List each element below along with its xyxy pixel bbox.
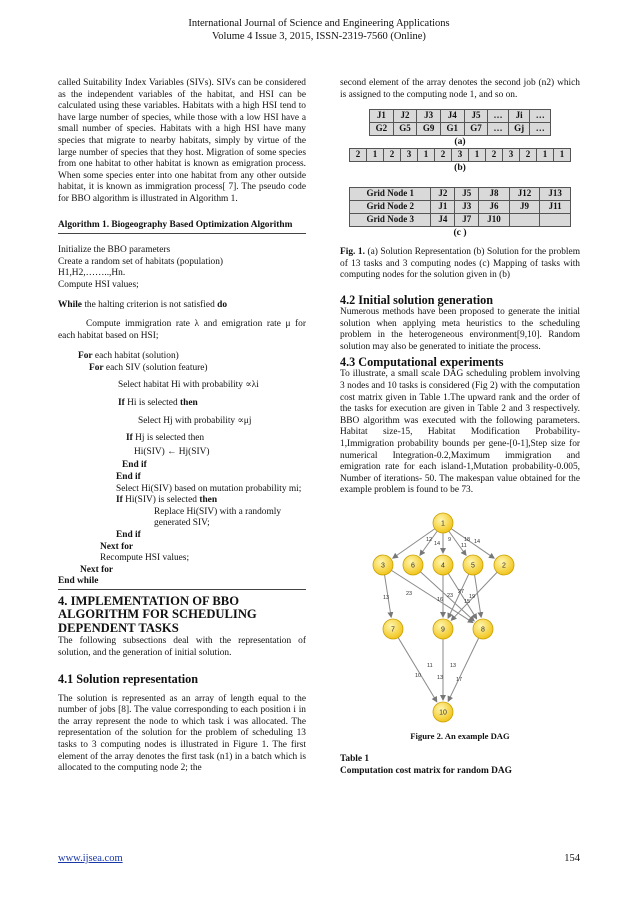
dag-edge-weight: 15 bbox=[464, 598, 471, 605]
table-b-label: (b) bbox=[454, 162, 466, 174]
page-number: 154 bbox=[564, 853, 580, 864]
dag-edge-weight: 23 bbox=[447, 592, 454, 599]
dag-edge-weight: 14 bbox=[434, 540, 441, 547]
table-cell: J13 bbox=[540, 188, 571, 201]
dag-node-label: 9 bbox=[441, 626, 445, 634]
table-cell: J12 bbox=[509, 188, 540, 201]
dag-node-label: 5 bbox=[471, 562, 475, 570]
dag-edge-weight: 12 bbox=[426, 536, 433, 543]
table-cell: G7 bbox=[464, 123, 488, 136]
dag-node-label: 6 bbox=[411, 562, 415, 570]
table-cell: 3 bbox=[452, 149, 469, 162]
table-cell: J9 bbox=[509, 201, 540, 214]
dag-edge-weight: 17 bbox=[456, 676, 463, 683]
section-4-2-text: Numerous methods have been proposed to generate the initial solution when applying meta heuristics to the scheduling problem in the heterogeneous environment[9,10]. Random solution may also be generated to initiate the process. bbox=[340, 306, 580, 352]
algo-keyword: do bbox=[217, 299, 228, 310]
algo-keyword: then bbox=[179, 398, 198, 409]
algo-line: End while bbox=[58, 576, 99, 587]
dag-node-label: 7 bbox=[391, 626, 395, 634]
algo-keyword: If bbox=[118, 398, 125, 409]
algo-line: Next for bbox=[100, 541, 134, 552]
table-cell: J1 bbox=[431, 201, 455, 214]
dag-node bbox=[433, 555, 453, 575]
table-cell: 2 bbox=[520, 149, 537, 162]
algo-text: each SIV (solution feature) bbox=[105, 362, 208, 373]
section-4-1-title: 4.1 Solution representation bbox=[58, 671, 199, 686]
table-cell: 1 bbox=[469, 149, 486, 162]
dag-node-label: 10 bbox=[439, 709, 447, 717]
dag-edge-weight: 18 bbox=[464, 536, 471, 543]
figure-1-caption bbox=[340, 247, 580, 282]
dag-edge-weight: 10 bbox=[415, 672, 422, 679]
table-cell: G2 bbox=[370, 123, 394, 136]
journal-link[interactable]: www.ijsea.com bbox=[58, 853, 123, 864]
table-cell: 2 bbox=[384, 149, 401, 162]
example-dag-diagram bbox=[368, 507, 518, 727]
dag-edge-weight: 11 bbox=[427, 662, 433, 669]
table-cell: J5 bbox=[464, 110, 488, 123]
dag-node bbox=[403, 555, 423, 575]
algo-keyword: If bbox=[116, 495, 123, 506]
table-cell: 2 bbox=[486, 149, 503, 162]
table-cell: 3 bbox=[401, 149, 418, 162]
algo-line bbox=[58, 495, 306, 507]
algo-line: Compute HSI values; bbox=[58, 279, 139, 290]
table-cell: J4 bbox=[440, 110, 464, 123]
table-cell: J11 bbox=[540, 201, 571, 214]
table-cell: … bbox=[530, 123, 551, 136]
dag-edge-weight: 27 bbox=[458, 588, 465, 595]
algo-line bbox=[58, 363, 306, 375]
table-cell: J5 bbox=[455, 188, 479, 201]
section-4-2-title: 4.2 Initial solution generation bbox=[340, 292, 494, 307]
continuation-paragraph: second element of the array denotes the second job (n2) which is assigned to the computing node 1, and so on. bbox=[340, 78, 580, 100]
table-cell: J1 bbox=[370, 110, 394, 123]
table-cell bbox=[540, 214, 571, 227]
table-cell: J7 bbox=[455, 214, 479, 227]
table-cell: … bbox=[530, 110, 551, 123]
algo-line bbox=[58, 433, 306, 445]
dag-edge-weight: 9 bbox=[448, 536, 452, 543]
table-cell: Grid Node 1 bbox=[350, 188, 431, 201]
algo-line bbox=[58, 351, 306, 363]
algo-text: each habitat (solution) bbox=[94, 351, 179, 362]
intro-paragraph: called Suitability Index Variables (SIVs). SIVs can be considered as the independent variables of the habitat, and HSI can be calculated using these variables. Habitats with a high HSI tend to have large number of species, while those with a low HSI have a small number of species. Habitats with a high HSI have many species that migrate to nearby habitats, simply by virtue of the large number of species that they host. Migration of some species from one habitat to other habitat is known as emigration process. When some species enter into one habitat from any other outside habitat, it is known as immigration process[ 7]. The pseudo code for BBO algorithm is illustrated in Algorithm 1. bbox=[58, 78, 306, 204]
table-1-subtitle: Computation cost matrix for random DAG bbox=[340, 766, 512, 777]
table-row bbox=[350, 188, 571, 201]
dag-node-label: 4 bbox=[441, 562, 445, 570]
task-mapping-table bbox=[349, 187, 571, 227]
algo-line: End if bbox=[116, 472, 141, 483]
dag-node bbox=[473, 619, 493, 639]
dag-edge bbox=[398, 637, 437, 701]
table-cell: G1 bbox=[440, 123, 464, 136]
table-cell: 2 bbox=[350, 149, 367, 162]
left-column bbox=[58, 78, 306, 775]
table-cell: J6 bbox=[479, 201, 510, 214]
table-cell: 1 bbox=[554, 149, 571, 162]
dag-edge bbox=[475, 575, 482, 617]
table-cell: J8 bbox=[479, 188, 510, 201]
algorithm-bottom-rule bbox=[58, 589, 306, 590]
dag-edge-weight: 11 bbox=[461, 542, 467, 549]
dag-edge-weight: 16 bbox=[437, 596, 444, 603]
algo-line bbox=[58, 300, 306, 312]
table-cell: Gj bbox=[508, 123, 530, 136]
section-4-3-title: 4.3 Computational experiments bbox=[340, 355, 504, 370]
algo-line: Select Hj with probability ∝μj bbox=[138, 415, 252, 426]
table-cell: J10 bbox=[479, 214, 510, 227]
algo-line: Select Hi(SIV) based on mutation probability mi; bbox=[116, 483, 302, 494]
table-row bbox=[350, 214, 571, 227]
dag-edge-weight: 14 bbox=[474, 538, 481, 545]
table-row bbox=[350, 201, 571, 214]
algo-text: Hi(SIV) is selected bbox=[125, 495, 197, 506]
dag-node bbox=[494, 555, 514, 575]
table-cell: G9 bbox=[417, 123, 441, 136]
figure-2-caption: Figure 2. An example DAG bbox=[410, 730, 510, 741]
algo-line: Create a random set of habitats (population) bbox=[58, 256, 224, 267]
algo-text: Hi is selected bbox=[127, 398, 178, 409]
algorithm-top-rule bbox=[58, 233, 306, 234]
dag-edge bbox=[448, 638, 478, 701]
algo-keyword: While bbox=[58, 299, 82, 310]
table-cell: Grid Node 3 bbox=[350, 214, 431, 227]
table-cell: J2 bbox=[431, 188, 455, 201]
solution-representation-table bbox=[369, 109, 551, 136]
algo-keyword: If bbox=[126, 433, 133, 444]
dag-node bbox=[373, 555, 393, 575]
algo-keyword: then bbox=[199, 495, 218, 506]
dag-edge-weight: 13 bbox=[383, 594, 390, 601]
algorithm-body bbox=[58, 245, 306, 588]
dag-edge-weight: 13 bbox=[450, 662, 457, 669]
algo-line: Hi(SIV) ← Hj(SIV) bbox=[134, 446, 210, 457]
algo-line bbox=[58, 398, 306, 410]
table-row bbox=[370, 123, 551, 136]
table-1-title: Table 1 bbox=[340, 754, 370, 765]
table-cell: 3 bbox=[503, 149, 520, 162]
algo-text: Hj is selected then bbox=[135, 433, 205, 444]
algo-line: Compute immigration rate λ and emigration rate μ for each habitat based on HSI; bbox=[58, 319, 306, 341]
figure-1-caption-text: (a) Solution Representation (b) Solution for the problem of 13 tasks and 3 computing nodes (c) Mapping of tasks with computing nodes for the solution given in (b) bbox=[340, 247, 580, 281]
dag-node bbox=[433, 513, 453, 533]
dag-node-label: 3 bbox=[381, 562, 385, 570]
section-4-title: 4. IMPLEMENTATION OF BBO ALGORITHM FOR SCHEDULING DEPENDENT TASKS bbox=[58, 593, 257, 635]
table-cell: Grid Node 2 bbox=[350, 201, 431, 214]
figure-1-label: Fig. 1. bbox=[340, 247, 365, 258]
table-cell: G5 bbox=[393, 123, 417, 136]
algo-line: Next for bbox=[80, 564, 114, 575]
solution-array-table bbox=[349, 148, 571, 162]
journal-volume: Volume 4 Issue 3, 2015, ISSN-2319-7560 (Online) bbox=[212, 31, 426, 42]
dag-node-label: 8 bbox=[481, 626, 485, 634]
algo-line: H1,H2,……..,Hn. bbox=[58, 268, 126, 279]
table-cell: J3 bbox=[455, 201, 479, 214]
table-cell: 1 bbox=[418, 149, 435, 162]
dag-edge-weight: 19 bbox=[469, 593, 476, 600]
algo-keyword: For bbox=[89, 362, 104, 373]
section-4-3-text: To illustrate, a small scale DAG scheduling problem involving 3 nodes and 10 tasks is considered (Fig 2) with the computation cost matrix given in Table 1.The upward rank and the order of the tasks for execution are given in Table 2 and 3 respectively. BBO algorithm was executed with the following parameters. Habitat size-15, Habitat Modification Probability-1,Immigration probability bounds per gene-[0-1],Step size for numerical Integration-0.2,Maximum immigration and emigration rate for each island-1,Mutation probability-0.005, Number of iterations- 50. The makespan value obtained for the example problem is found to be 73. bbox=[340, 369, 580, 496]
dag-edge bbox=[391, 570, 472, 622]
algo-line: End if bbox=[122, 460, 147, 471]
dag-node bbox=[463, 555, 483, 575]
right-column bbox=[340, 78, 580, 778]
table-row bbox=[370, 110, 551, 123]
algo-line: Replace Hi(SIV) with a randomly generated SIV; bbox=[154, 506, 282, 529]
section-4-text: The following subsections deal with the representation of solution, and the generation of initial solution. bbox=[58, 636, 306, 659]
algo-line: Select habitat Hi with probability ∝λi bbox=[118, 380, 259, 391]
table-row bbox=[350, 149, 571, 162]
table-cell: J4 bbox=[431, 214, 455, 227]
dag-edge-weight: 13 bbox=[437, 674, 444, 681]
table-cell: 1 bbox=[537, 149, 554, 162]
section-4-1-text: The solution is represented as an array of length equal to the number of jobs [8]. The value corresponding to each position i in the array represent the node to which task i was allocated. The representation of the solution for the problem of scheduling 13 tasks to 3 computing nodes is illustrated in Figure 1. The first element of the array denotes the first task (n1) in a batch which is allocated to the computing node 2; the bbox=[58, 693, 306, 774]
table-cell bbox=[509, 214, 540, 227]
algo-line: End if bbox=[116, 530, 141, 540]
table-cell: 1 bbox=[367, 149, 384, 162]
table-a-label: (a) bbox=[454, 136, 466, 148]
algo-line: Initialize the BBO parameters bbox=[58, 245, 171, 256]
table-cell: 2 bbox=[435, 149, 452, 162]
algo-line: Recompute HSI values; bbox=[100, 553, 190, 564]
table-cell: J2 bbox=[393, 110, 417, 123]
table-cell: … bbox=[488, 110, 508, 123]
dag-node bbox=[433, 619, 453, 639]
algorithm-title: Algorithm 1. Biogeography Based Optimization Algorithm bbox=[58, 219, 293, 230]
table-cell: … bbox=[488, 123, 508, 136]
table-cell: J3 bbox=[417, 110, 441, 123]
algo-keyword: For bbox=[78, 351, 93, 362]
table-cell: Ji bbox=[508, 110, 530, 123]
journal-title: International Journal of Science and Engineering Applications bbox=[188, 18, 450, 29]
table-c-label: (c ) bbox=[453, 227, 467, 239]
dag-node bbox=[383, 619, 403, 639]
dag-node-label: 2 bbox=[502, 562, 506, 570]
dag-edge-weight: 23 bbox=[406, 590, 413, 597]
dag-node-label: 1 bbox=[441, 520, 445, 528]
algo-text: the halting criterion is not satisfied bbox=[84, 299, 215, 310]
dag-node bbox=[433, 702, 453, 722]
